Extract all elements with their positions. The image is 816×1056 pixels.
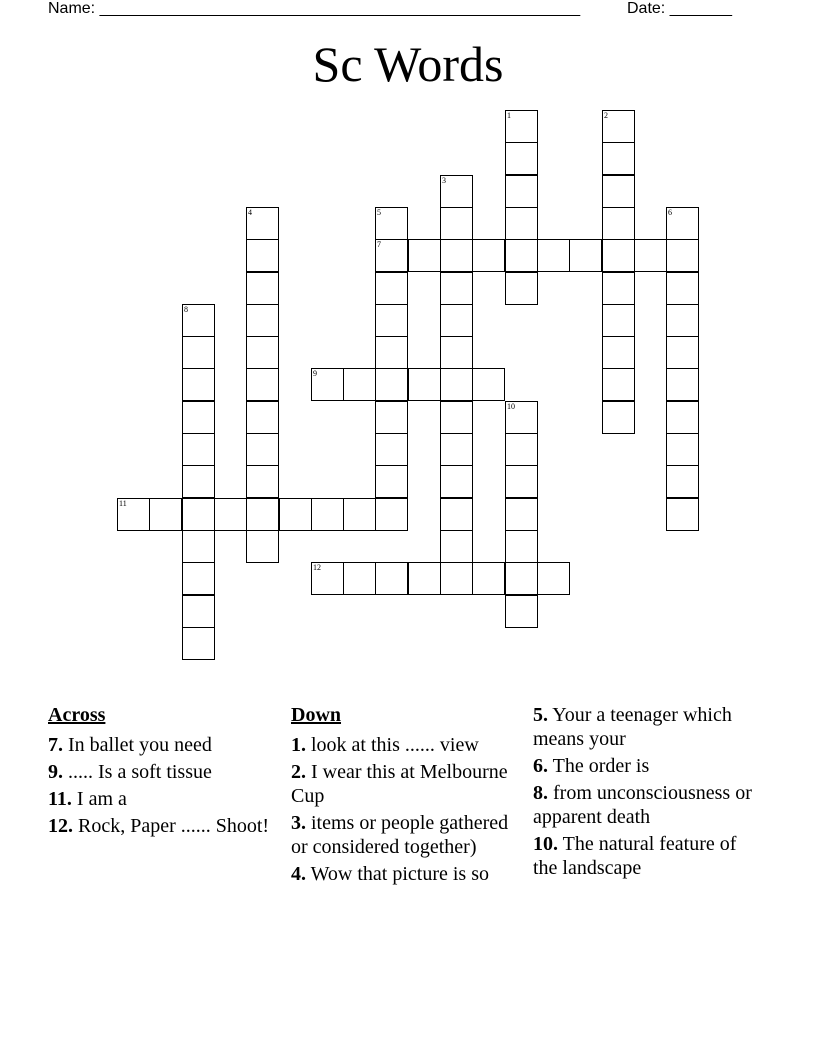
clue-text: items or people gathered or considered together)	[291, 812, 509, 858]
clue-number: 2	[604, 111, 608, 120]
grid-cell[interactable]	[505, 498, 538, 531]
grid-cell[interactable]	[182, 562, 215, 595]
grid-cell[interactable]	[440, 433, 473, 466]
grid-cell[interactable]	[182, 595, 215, 628]
clue-number: 9	[313, 369, 317, 378]
grid-cell[interactable]	[666, 433, 699, 466]
grid-cell[interactable]	[182, 498, 215, 531]
clue-text: ..... Is a soft tissue	[63, 761, 212, 783]
grid-cell[interactable]	[182, 627, 215, 660]
grid-cell[interactable]	[472, 239, 505, 272]
grid-cell[interactable]	[182, 530, 215, 563]
grid-cell[interactable]	[440, 465, 473, 498]
grid-cell[interactable]	[505, 207, 538, 240]
grid-cell[interactable]	[246, 368, 279, 401]
grid-cell[interactable]	[602, 239, 635, 272]
grid-cell[interactable]	[505, 530, 538, 563]
grid-cell[interactable]	[602, 304, 635, 337]
clue-item	[291, 862, 521, 886]
grid-cell[interactable]	[343, 498, 376, 531]
clue-text: In ballet you need	[63, 734, 212, 756]
grid-cell[interactable]	[246, 401, 279, 434]
clue-item	[533, 703, 763, 751]
grid-cell[interactable]	[505, 433, 538, 466]
clue-item	[533, 832, 763, 880]
grid-cell[interactable]	[666, 304, 699, 337]
grid-cell[interactable]	[311, 562, 344, 595]
clue-number: 4	[248, 208, 252, 217]
clue-item	[533, 754, 763, 778]
clue-item	[291, 733, 521, 757]
clue-number: 8	[184, 305, 188, 314]
grid-cell[interactable]	[634, 239, 667, 272]
clue-text: I am a	[71, 788, 127, 810]
clue-number-label: 11.	[48, 788, 72, 810]
clue-item	[48, 814, 278, 838]
grid-cell[interactable]	[537, 239, 570, 272]
grid-cell[interactable]	[602, 272, 635, 305]
clue-number: 10	[507, 402, 515, 411]
page-title: Sc Words	[312, 36, 504, 92]
grid-cell[interactable]	[182, 401, 215, 434]
grid-cell[interactable]	[602, 110, 635, 143]
grid-cell[interactable]	[472, 368, 505, 401]
clue-number-label: 9.	[48, 761, 63, 783]
clue-number: 12	[313, 563, 321, 572]
grid-cell[interactable]	[602, 175, 635, 208]
grid-cell[interactable]	[666, 336, 699, 369]
grid-cell[interactable]	[505, 595, 538, 628]
clue-number-label: 8.	[533, 782, 548, 804]
grid-cell[interactable]	[246, 465, 279, 498]
grid-cell[interactable]	[375, 465, 408, 498]
across-clues	[48, 703, 278, 841]
across-heading: Across	[48, 704, 106, 726]
date-field[interactable]: Date: _______	[627, 0, 732, 17]
grid-cell[interactable]	[666, 401, 699, 434]
down-clues-continued	[533, 703, 763, 883]
grid-cell[interactable]	[311, 368, 344, 401]
grid-cell[interactable]	[408, 239, 441, 272]
grid-cell[interactable]	[246, 530, 279, 563]
clue-number: 11	[119, 499, 127, 508]
grid-cell[interactable]	[375, 336, 408, 369]
grid-cell[interactable]	[505, 142, 538, 175]
grid-cell[interactable]	[182, 304, 215, 337]
grid-cell[interactable]	[602, 142, 635, 175]
clue-number-label: 12.	[48, 815, 73, 837]
clue-number: 1	[507, 111, 511, 120]
grid-cell[interactable]	[182, 368, 215, 401]
grid-cell[interactable]	[505, 562, 538, 595]
grid-cell[interactable]	[375, 401, 408, 434]
grid-cell[interactable]	[666, 498, 699, 531]
grid-cell[interactable]	[602, 368, 635, 401]
clue-item	[533, 781, 763, 829]
grid-cell[interactable]	[343, 562, 376, 595]
grid-cell[interactable]	[602, 336, 635, 369]
grid-cell[interactable]	[246, 336, 279, 369]
grid-cell[interactable]	[214, 498, 247, 531]
clue-text: Your a teenager which means your	[533, 704, 732, 750]
clue-number: 7	[377, 240, 381, 249]
grid-cell[interactable]	[505, 401, 538, 434]
grid-cell[interactable]	[666, 465, 699, 498]
grid-cell[interactable]	[440, 562, 473, 595]
grid-cell[interactable]	[246, 272, 279, 305]
grid-cell[interactable]	[117, 498, 150, 531]
grid-cell[interactable]	[440, 304, 473, 337]
clue-text: The order is	[548, 755, 650, 777]
grid-cell[interactable]	[375, 368, 408, 401]
grid-cell[interactable]	[375, 239, 408, 272]
grid-cell[interactable]	[279, 498, 312, 531]
grid-cell[interactable]	[440, 336, 473, 369]
down-list	[291, 733, 521, 886]
grid-cell[interactable]	[375, 562, 408, 595]
grid-cell[interactable]	[666, 272, 699, 305]
across-list	[48, 733, 278, 838]
grid-cell[interactable]	[375, 272, 408, 305]
clue-number-label: 2.	[291, 761, 306, 783]
grid-cell[interactable]	[602, 207, 635, 240]
clue-number: 6	[668, 208, 672, 217]
grid-cell[interactable]	[343, 368, 376, 401]
grid-cell[interactable]	[246, 304, 279, 337]
clue-number: 5	[377, 208, 381, 217]
grid-cell[interactable]	[505, 465, 538, 498]
grid-cell[interactable]	[440, 175, 473, 208]
grid-cell[interactable]	[505, 175, 538, 208]
grid-cell[interactable]	[602, 401, 635, 434]
grid-cell[interactable]	[408, 562, 441, 595]
grid-cell[interactable]	[440, 498, 473, 531]
grid-cell[interactable]	[440, 207, 473, 240]
down-clues	[291, 703, 521, 889]
clue-text: look at this ...... view	[306, 734, 479, 756]
clue-text: from unconsciousness or apparent death	[533, 782, 752, 828]
grid-cell[interactable]	[505, 110, 538, 143]
clue-number-label: 1.	[291, 734, 306, 756]
grid-cell[interactable]	[505, 239, 538, 272]
name-field[interactable]: Name: ______________________________________________________	[48, 0, 581, 17]
grid-cell[interactable]	[666, 368, 699, 401]
clue-text: The natural feature of the landscape	[533, 833, 737, 879]
grid-cell[interactable]	[149, 498, 182, 531]
grid-cell[interactable]	[182, 433, 215, 466]
grid-cell[interactable]	[505, 272, 538, 305]
grid-cell[interactable]	[246, 207, 279, 240]
clue-number: 3	[442, 176, 446, 185]
down-heading: Down	[291, 704, 342, 726]
grid-cell[interactable]	[537, 562, 570, 595]
grid-cell[interactable]	[440, 401, 473, 434]
grid-cell[interactable]	[246, 239, 279, 272]
grid-cell[interactable]	[440, 239, 473, 272]
clue-item	[291, 811, 521, 859]
clue-number-label: 4.	[291, 863, 306, 885]
clue-number-label: 10.	[533, 833, 558, 855]
grid-cell[interactable]	[375, 433, 408, 466]
grid-cell[interactable]	[311, 498, 344, 531]
down-list-continued	[533, 703, 763, 880]
grid-cell[interactable]	[375, 304, 408, 337]
grid-cell[interactable]	[472, 562, 505, 595]
grid-cell[interactable]	[408, 368, 441, 401]
grid-cell[interactable]	[182, 336, 215, 369]
clue-text: I wear this at Melbourne Cup	[291, 761, 508, 807]
clue-item	[48, 733, 278, 757]
clue-item	[48, 787, 278, 811]
clue-item	[291, 760, 521, 808]
grid-cell[interactable]	[440, 272, 473, 305]
grid-cell[interactable]	[666, 239, 699, 272]
clue-number-label: 7.	[48, 734, 63, 756]
grid-cell[interactable]	[182, 465, 215, 498]
clue-number-label: 3.	[291, 812, 306, 834]
clue-number-label: 5.	[533, 704, 548, 726]
grid-cell[interactable]	[375, 498, 408, 531]
grid-cell[interactable]	[569, 239, 602, 272]
grid-cell[interactable]	[440, 368, 473, 401]
clue-text: Wow that picture is so	[306, 863, 489, 885]
grid-cell[interactable]	[440, 530, 473, 563]
clue-number-label: 6.	[533, 755, 548, 777]
clue-text: Rock, Paper ...... Shoot!	[73, 815, 270, 837]
grid-cell[interactable]	[375, 207, 408, 240]
grid-cell[interactable]	[246, 498, 279, 531]
grid-cell[interactable]	[246, 433, 279, 466]
grid-cell[interactable]	[666, 207, 699, 240]
clue-item	[48, 760, 278, 784]
